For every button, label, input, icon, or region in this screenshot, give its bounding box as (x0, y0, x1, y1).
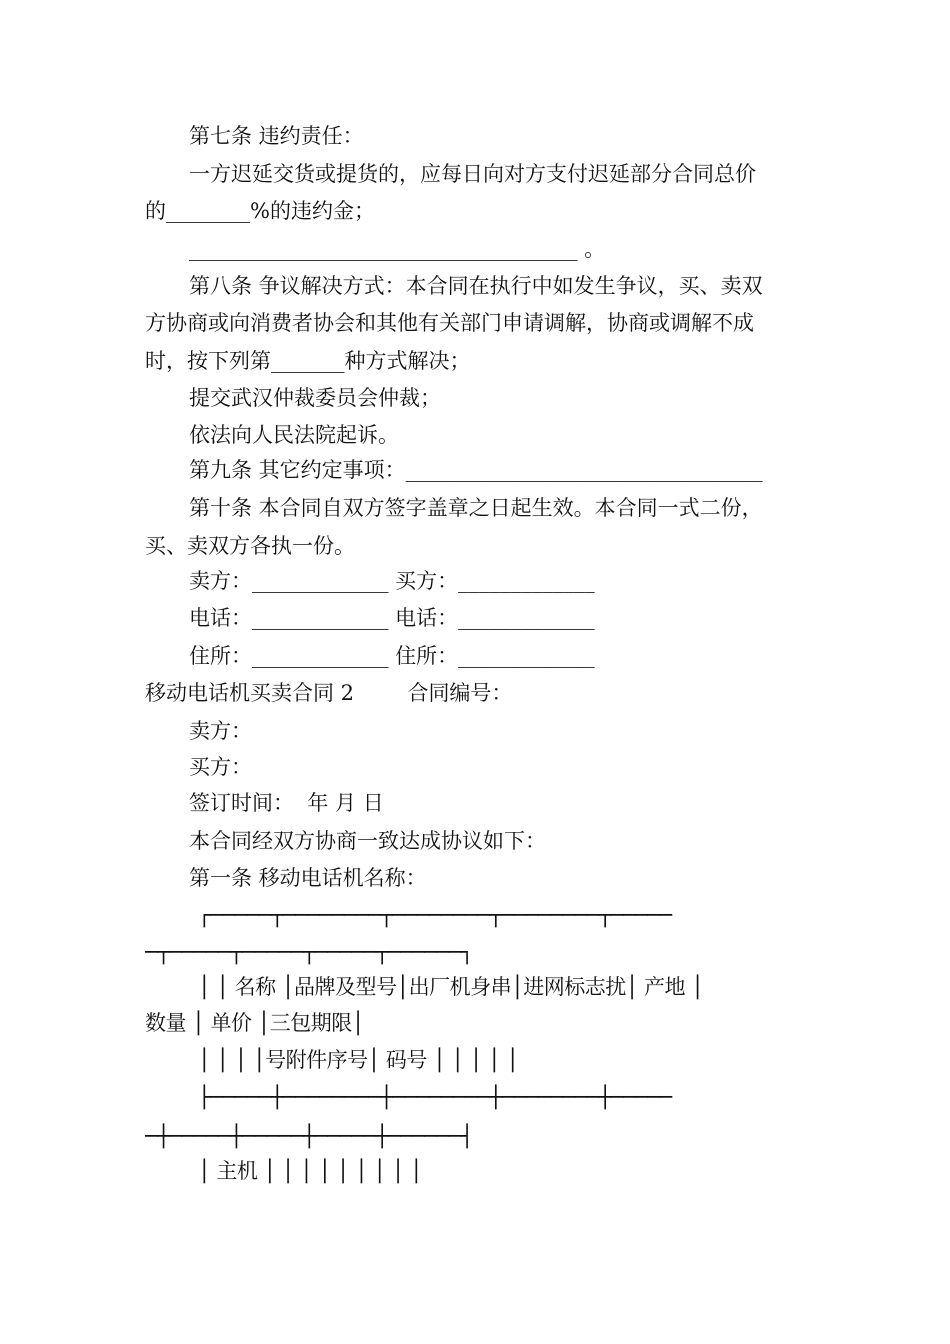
paragraph-line: 提交武汉仲裁委员会仲裁； (189, 386, 441, 410)
blank-line: _____________________________________ 。 (189, 237, 606, 261)
buyer-line: 买方： (189, 755, 252, 779)
article-8-heading: 第八条 争议解决方式：本合同在执行中如发生争议，买、卖双 (189, 274, 763, 298)
table-border-line: ─┬─────┬─────┬─────┬──────┐ (145, 940, 473, 964)
paragraph-line: 本合同经双方协商一致达成协议如下： (189, 829, 546, 853)
signing-date-line: 签订时间： 年 月 日 (189, 791, 384, 815)
table-border-line: ┌─────┬────────┬────────┬────────┬───── (198, 903, 672, 927)
paragraph-line: 时，按下列第_______种方式解决； (145, 349, 471, 373)
table-row: │ 主机 │ │ │ │ │ │ │ │ │ (198, 1159, 423, 1183)
table-row: │ │ 名称 │品牌及型号│出厂机身串│进网标志扰│ 产地 │ (198, 975, 704, 999)
contract-2-title: 移动电话机买卖合同 2 合同编号： (145, 681, 513, 705)
table-row: │ │ │ │号附件序号│ 码号 │ │ │ │ │ (198, 1048, 519, 1072)
signature-seller-buyer: 卖方：_____________ 买方：_____________ (189, 569, 595, 593)
table-row: 数量 │ 单价 │三包期限│ (145, 1011, 364, 1035)
paragraph-line: 的________%的违约金； (145, 199, 375, 223)
signature-phone: 电话：_____________ 电话：_____________ (189, 606, 595, 630)
article-10-heading: 第十条 本合同自双方签字盖章之日起生效。本合同一式二份， (189, 496, 763, 520)
paragraph-line: 方协商或向消费者协会和其他有关部门申请调解，协商或调解不成 (145, 311, 754, 335)
seller-line: 卖方： (189, 719, 252, 743)
table-border-line: ├─────┼────────┼────────┼────────┼───── (198, 1085, 672, 1109)
article-1-heading: 第一条 移动电话机名称： (189, 866, 427, 890)
paragraph-line: 买、卖双方各执一份。 (145, 534, 355, 558)
table-border-line: ─┼─────┼─────┼─────┼──────┤ (145, 1124, 473, 1148)
paragraph-line: 一方迟延交货或提货的，应每日向对方支付迟延部分合同总价 (189, 162, 756, 186)
signature-address: 住所：_____________ 住所：_____________ (189, 644, 595, 668)
article-9-heading: 第九条 其它约定事项：__________________________________ (189, 458, 763, 482)
paragraph-line: 依法向人民法院起诉。 (189, 423, 399, 447)
article-7-heading: 第七条 违约责任： (189, 124, 364, 148)
